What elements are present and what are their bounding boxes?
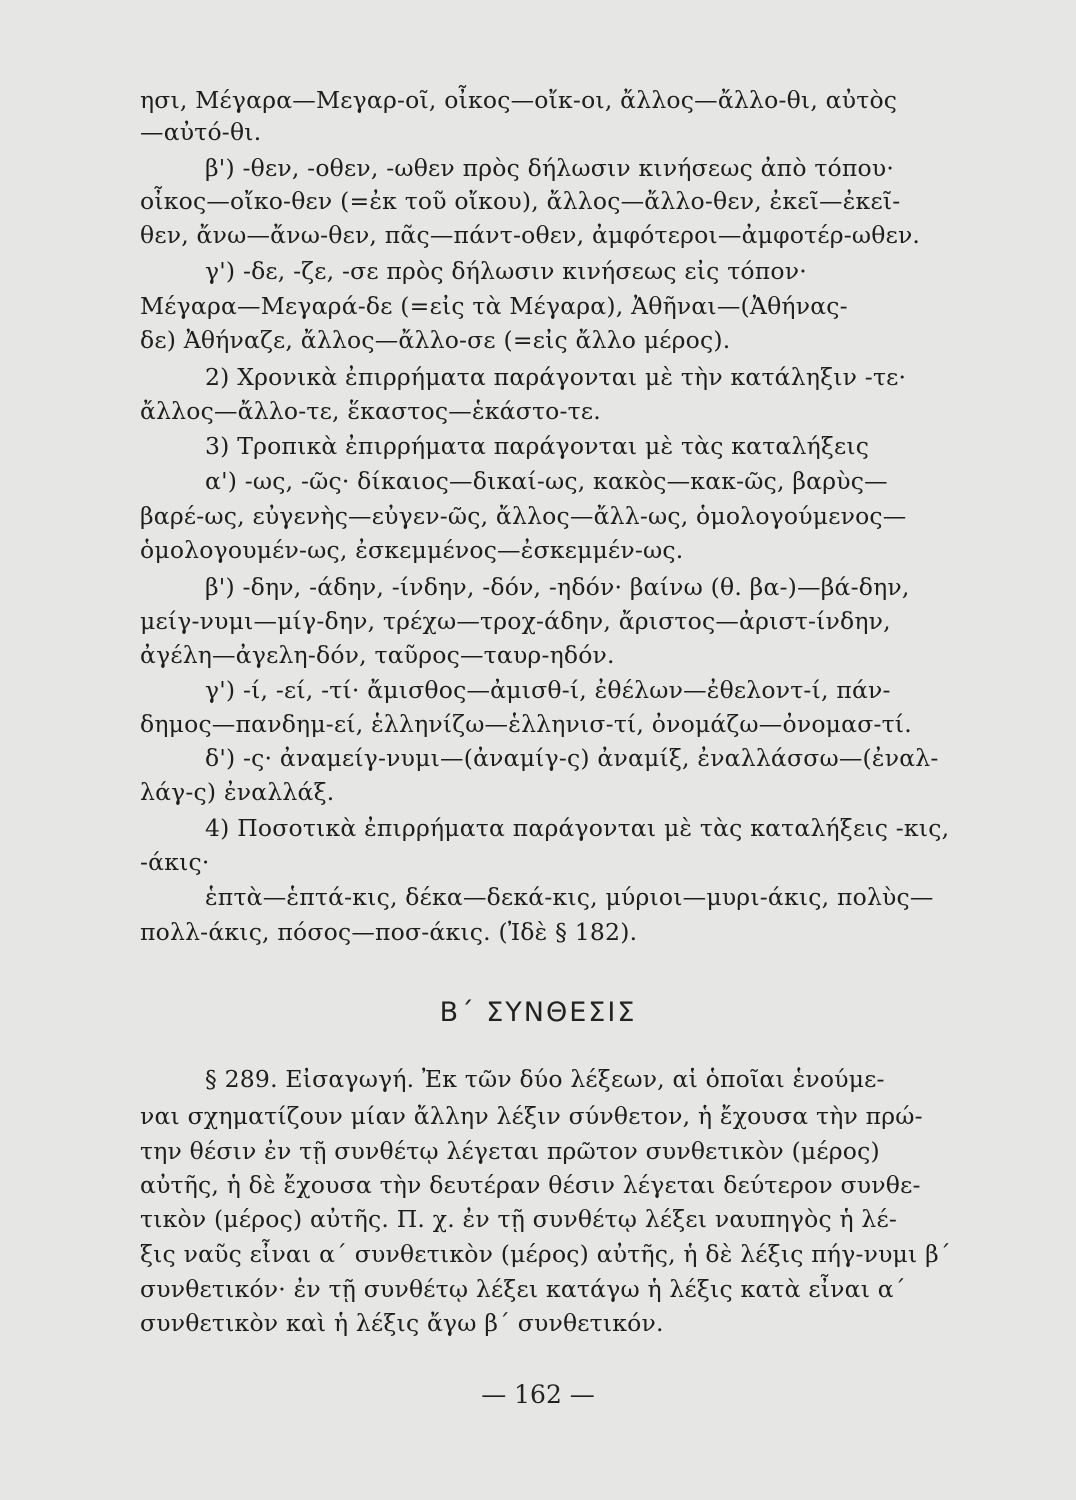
text-line: γ') -δε, -ζε, -σε πρὸς δήλωσιν κινήσεως εἰς τόπον· [205, 257, 807, 285]
text-line: -άκις· [140, 848, 210, 876]
paragraph-line: συνθετικὸν καὶ ἡ λέξις ἄγω β΄ συνθετικόν. [140, 1309, 664, 1337]
paragraph-line: αὐτῆς, ἡ δὲ ἔχουσα τὴν δευτέραν θέσιν λέγεται δεύτερον συνθε- [140, 1171, 921, 1199]
text-line: θεν, ἄνω—ἄνω-θεν, πᾶς—πάντ-οθεν, ἀμφότεροι—ἀμφοτέρ-ωθεν. [140, 221, 921, 249]
text-line: Μέγαρα—Μεγαρά-δε (=εἰς τὰ Μέγαρα), Ἀθῆναι—(Ἀθήνας- [140, 292, 848, 320]
text-line: γ') -ί, -εί, -τί· ἄμισθος—ἀμισθ-ί, ἐθέλων—ἐθελοντ-ί, πάν- [205, 676, 891, 704]
paragraph-line: ξις ναῦς εἶναι α΄ συνθετικὸν (μέρος) αὐτῆς, ἡ δὲ λέξις πήγ-νυμι β΄ [140, 1240, 951, 1268]
text-line: δ') -ς· ἀναμείγ-νυμι—(ἀναμίγ-ς) ἀναμίξ, ἐναλλάσσω—(ἐναλ- [205, 744, 939, 772]
paragraph-line: συνθετικόν· ἐν τῇ συνθέτῳ λέξει κατάγω ἡ λέξις κατὰ εἶναι α΄ [140, 1275, 906, 1303]
text-line: β') -δην, -άδην, -ίνδην, -δόν, -ηδόν· βαίνω (θ. βα-)—βά-δην, [205, 573, 910, 601]
section-heading: Β΄ ΣΥΝΘΕΣΙΣ [439, 997, 637, 1028]
text-line: λάγ-ς) ἐναλλάξ. [140, 778, 335, 806]
paragraph-line: τικὸν (μέρος) αὐτῆς. Π. χ. ἐν τῇ συνθέτῳ λέξει ναυπηγὸς ἡ λέ- [140, 1205, 898, 1233]
text-line: 4) Ποσοτικὰ ἐπιρρήματα παράγονται μὲ τὰς καταλήξεις -κις, [205, 814, 950, 842]
text-line: πολλ-άκις, πόσος—ποσ-άκις. (Ἰδὲ § 182). [140, 918, 638, 946]
text-line: δε) Ἀθήναζε, ἄλλος—ἄλλο-σε (=εἰς ἄλλο μέρος). [140, 326, 731, 354]
text-line: 2) Χρονικὰ ἐπιρρήματα παράγονται μὲ τὴν κατάληξιν -τε· [205, 363, 907, 391]
page-number: — 162 — [481, 1380, 595, 1409]
text-line: ὁμολογουμέν-ως, ἐσκεμμένος—ἐσκεμμέν-ως. [140, 536, 684, 564]
text-line: 3) Τροπικὰ ἐπιρρήματα παράγονται μὲ τὰς καταλήξεις [205, 432, 870, 460]
text-line: ησι, Μέγαρα—Μεγαρ-οῖ, οἶκος—οἴκ-οι, ἄλλος—ἄλλο-θι, αὐτὸς [140, 86, 898, 114]
text-line: —αὐτό-θι. [140, 118, 262, 146]
text-line: ἑπτὰ—ἑπτά-κις, δέκα—δεκά-κις, μύριοι—μυρι-άκις, πολὺς— [205, 883, 934, 911]
paragraph-line: § 289. Εἰσαγωγή. Ἐκ τῶν δύο λέξεων, αἱ ὁποῖαι ἑνούμε- [205, 1065, 885, 1093]
text-line: β') -θεν, -οθεν, -ωθεν πρὸς δήλωσιν κινήσεως ἀπὸ τόπου· [205, 154, 895, 182]
text-line: οἶκος—οἴκο-θεν (=ἐκ τοῦ οἴκου), ἄλλος—ἄλλο-θεν, ἐκεῖ—ἐκεῖ- [140, 187, 901, 215]
paragraph-line: ναι σχηματίζουν μίαν ἄλλην λέξιν σύνθετον, ἡ ἔχουσα τὴν πρώ- [140, 1102, 923, 1130]
text-line: βαρέ-ως, εὐγενὴς—εὐγεν-ῶς, ἄλλος—ἄλλ-ως, ὁμολογούμενος— [140, 502, 907, 530]
text-line: ἀγέλη—ἀγελη-δόν, ταῦρος—ταυρ-ηδόν. [140, 641, 615, 669]
text-line: μείγ-νυμι—μίγ-δην, τρέχω—τροχ-άδην, ἄριστος—ἀριστ-ίνδην, [140, 607, 891, 635]
text-line: δημος—πανδημ-εί, ἑλληνίζω—ἑλληνισ-τί, ὀνομάζω—ὀνομασ-τί. [140, 710, 912, 738]
text-line: α') -ως, -ῶς· δίκαιος—δικαί-ως, κακὸς—κακ-ῶς, βαρὺς— [205, 467, 888, 495]
paragraph-line: την θέσιν ἐν τῇ συνθέτῳ λέγεται πρῶτον συνθετικὸν (μέρος) [140, 1137, 880, 1165]
text-line: ἄλλος—ἄλλο-τε, ἕκαστος—ἑκάστο-τε. [140, 397, 601, 425]
